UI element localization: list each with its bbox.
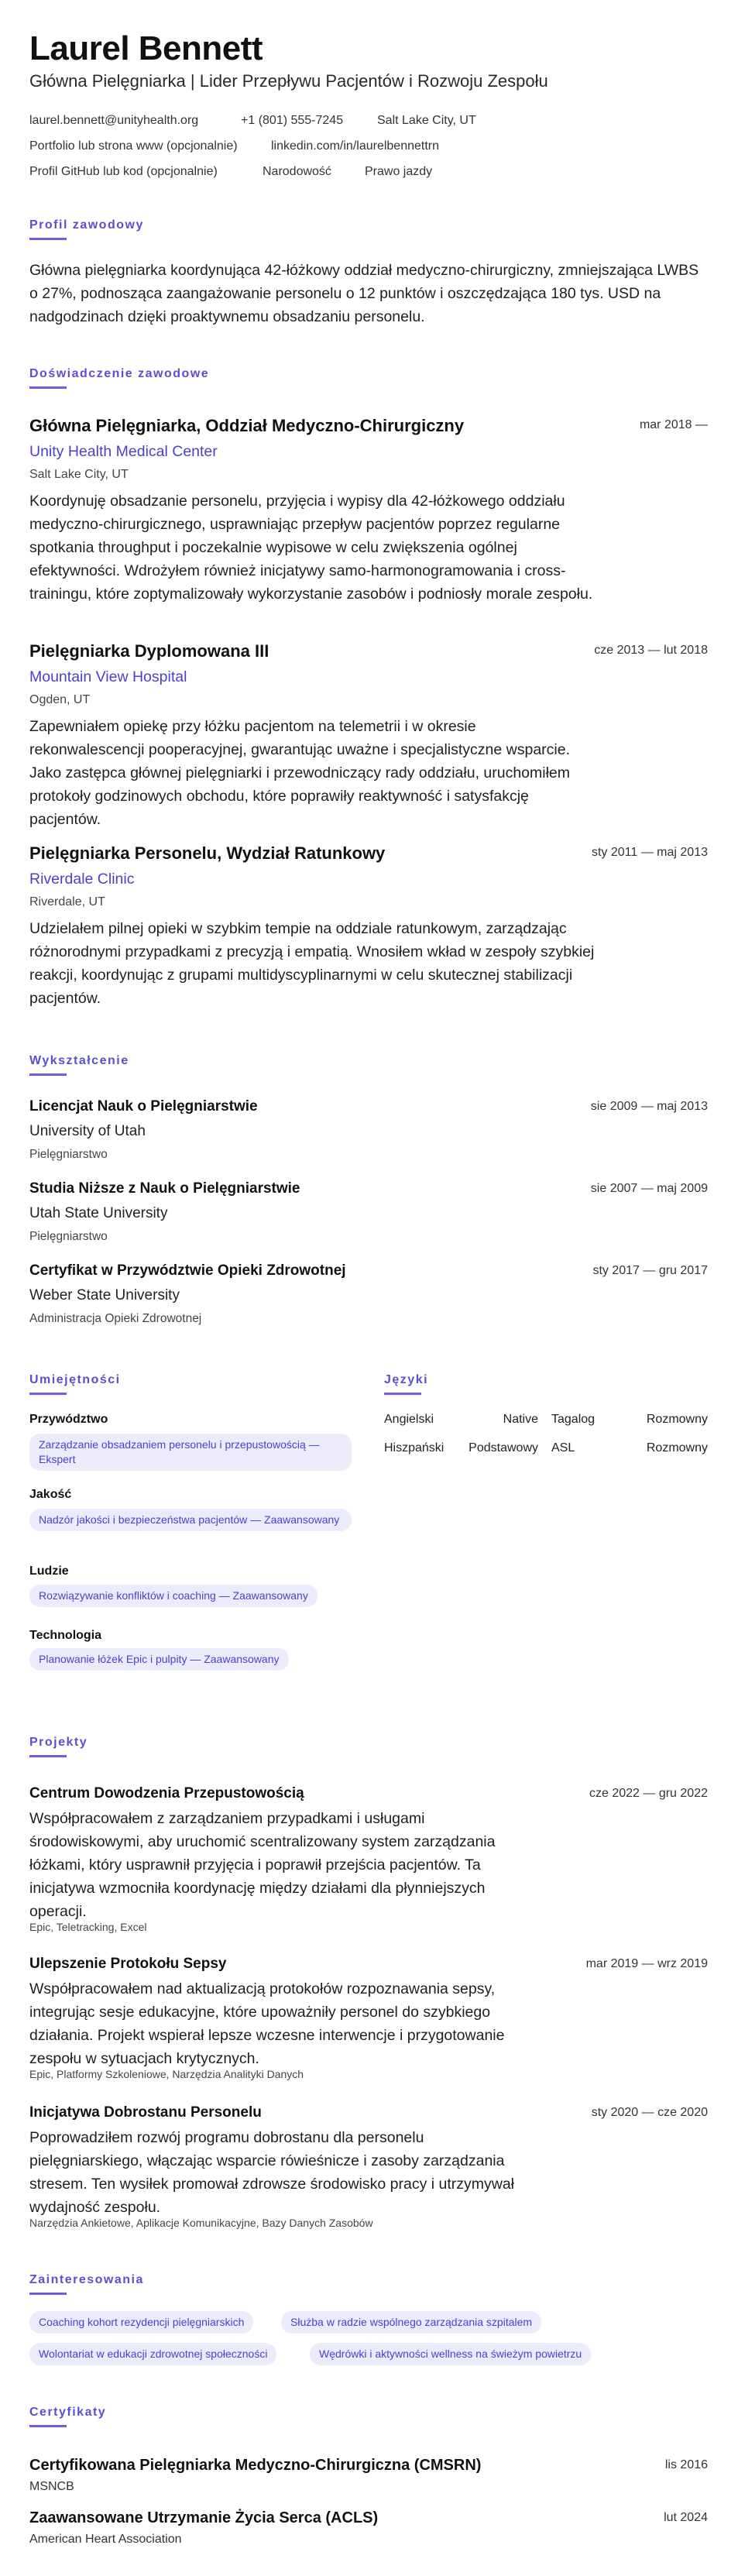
interests-section-title: Zainteresowania xyxy=(29,2273,144,2286)
contact-location: Salt Lake City, UT xyxy=(377,114,476,127)
tagline: Główna Pielęgniarka | Lider Przepływu Pacjentów i Rozwoju Zespołu xyxy=(29,71,548,91)
contact-github[interactable]: Profil GitHub lub kod (opcjonalnie) xyxy=(29,165,218,178)
project-tags: Narzędzia Ankietowe, Aplikacje Komunikacyjne, Bazy Danych Zasobów xyxy=(29,2217,373,2229)
project-name: Centrum Dowodzenia Przepustowością xyxy=(29,1785,304,1801)
skill-chip: Zarządzanie obsadzaniem personelu i przepustowością — Ekspert xyxy=(29,1434,352,1471)
language-level: Rozmowny xyxy=(646,1413,708,1426)
job-title: Pielęgniarka Personelu, Wydział Ratunkowy xyxy=(29,843,386,863)
skills-section-title: Umiejętności xyxy=(29,1373,121,1386)
project-description: Poprowadziłem rozwój programu dobrostanu dla personelu pielęgniarskiego, włączając wsparcie rówieśnicze i zasoby zarządzania stresem. Ten wysiłek promował zdrowsze środowisko pracy i utrzymywał wydajność zespołu. xyxy=(29,2129,514,2216)
interest-chip: Wędrówki i aktywności wellness na świeżym powietrzu xyxy=(310,2343,591,2365)
education-dates: sie 2007 — maj 2009 xyxy=(590,1182,708,1195)
language-level: Native xyxy=(503,1413,538,1426)
interest-chip: Wolontariat w edukacji zdrowotnej społeczności xyxy=(29,2343,276,2365)
language-name: Angielski xyxy=(384,1413,434,1426)
company-name[interactable]: Unity Health Medical Center xyxy=(29,443,218,460)
section-underline xyxy=(29,386,67,389)
section-underline xyxy=(384,1393,421,1395)
language-level: Podstawowy xyxy=(469,1441,538,1455)
contact-portfolio[interactable]: Portfolio lub strona www (opcjonalnie) xyxy=(29,139,238,153)
experience-section-title: Doświadczenie zawodowe xyxy=(29,367,210,380)
contact-linkedin[interactable]: linkedin.com/in/laurelbennettrn xyxy=(271,139,440,153)
summary-text: Główna pielęgniarka koordynująca 42-łóżkowy oddział medyczno-chirurgiczny, zmniejszająca LWBS o 27%, podnosząca zaangażowanie personelu o 12 punktów i oszczędzająca 180 tys. USD na nadgodzinach dzięki proaktywnemu obsadzaniu personelu. xyxy=(29,262,699,325)
job-description: Zapewniałem opiekę przy łóżku pacjentom na telemetrii i w okresie rekonwalescencji pooperacyjnej, gwarantując uważne i specjalistyczne wsparcie. Jako zastępca głównej pielęgniarki i przewodniczący rady oddziału, uruchomiłem protokoły godzinowych obchodu, które poprawiły reaktywność i satysfakcję pacjentów. xyxy=(29,718,571,828)
certificate-date: lis 2016 xyxy=(664,2458,708,2471)
degree-title: Licencjat Nauk o Pielęgniarstwie xyxy=(29,1098,258,1115)
language-name: ASL xyxy=(551,1441,575,1455)
field-of-study: Administracja Opieki Zdrowotnej xyxy=(29,1312,202,1325)
project-dates: mar 2019 — wrz 2019 xyxy=(585,1957,708,1970)
section-underline xyxy=(29,1073,67,1076)
job-location: Ogden, UT xyxy=(29,693,91,706)
contact-nationality: Narodowość xyxy=(263,165,331,178)
certificate-issuer: American Heart Association xyxy=(29,2533,182,2546)
field-of-study: Pielęgniarstwo xyxy=(29,1230,108,1243)
contact-phone[interactable]: +1 (801) 555-7245 xyxy=(241,114,344,127)
projects-section-title: Projekty xyxy=(29,1736,88,1749)
interest-chip: Coaching kohort rezydencji pielęgniarskich xyxy=(29,2311,253,2334)
section-underline xyxy=(29,2425,67,2427)
project-tags: Epic, Teletracking, Excel xyxy=(29,1921,147,1933)
job-dates: cze 2013 — lut 2018 xyxy=(594,644,708,657)
skill-category: Przywództwo xyxy=(29,1413,108,1426)
education-dates: sie 2009 — maj 2013 xyxy=(590,1100,708,1113)
degree-title: Certyfikat w Przywództwie Opieki Zdrowotnej xyxy=(29,1262,346,1279)
interest-chip: Służba w radzie wspólnego zarządzania szpitalem xyxy=(281,2311,541,2334)
language-name: Hiszpański xyxy=(384,1441,445,1455)
job-description: Udzielałem pilnej opieki w szybkim tempie na oddziale ratunkowym, zarządzając różnorodnymi przypadkami z precyzją i empatią. Wnosiłem wkład w zespoły szybkiej reakcji, koordynując z grupami multidyscyplinarnymi w celu skutecznej stabilizacji pacjentów. xyxy=(29,920,595,1007)
job-description: Koordynuję obsadzanie personelu, przyjęcia i wypisy dla 42-łóżkowego oddziału medyczno-chirurgicznego, usprawniając przepływ pacjentów poprzez regularne spotkania throughput i poczekalnie wypisowe w celu zwiększenia ogólnej efektywności. Wdrożyłem również inicjatywy samo-harmonogramowania i cross-trainingu, które zoptymalizowały wykorzystanie zasobów i podniosły morale zespołu. xyxy=(29,493,593,603)
language-name: Tagalog xyxy=(551,1413,596,1426)
certificate-issuer: MSNCB xyxy=(29,2480,74,2493)
skill-chip: Nadzór jakości i bezpieczeństwa pacjentów — Zaawansowany xyxy=(29,1509,352,1531)
skill-category: Ludzie xyxy=(29,1564,69,1578)
job-location: Salt Lake City, UT xyxy=(29,468,129,481)
contact-email[interactable]: laurel.bennett@unityhealth.org xyxy=(29,114,199,127)
company-name[interactable]: Riverdale Clinic xyxy=(29,871,135,888)
school-name: University of Utah xyxy=(29,1123,146,1139)
field-of-study: Pielęgniarstwo xyxy=(29,1148,108,1161)
project-dates: sty 2020 — cze 2020 xyxy=(591,2106,708,2119)
education-section-title: Wykształcenie xyxy=(29,1054,129,1067)
school-name: Weber State University xyxy=(29,1287,180,1303)
project-tags: Epic, Platformy Szkoleniowe, Narzędzia Analityki Danych xyxy=(29,2068,304,2080)
languages-section-title: Języki xyxy=(384,1373,429,1386)
skill-chip: Rozwiązywanie konfliktów i coaching — Zaawansowany xyxy=(29,1585,318,1607)
degree-title: Studia Niższe z Nauk o Pielęgniarstwie xyxy=(29,1180,300,1197)
certificate-name: Zaawansowane Utrzymanie Życia Serca (ACLS) xyxy=(29,2509,379,2526)
company-name[interactable]: Mountain View Hospital xyxy=(29,668,187,685)
job-title: Pielęgniarka Dyplomowana III xyxy=(29,641,269,661)
certificates-section-title: Certyfikaty xyxy=(29,2406,107,2419)
job-title: Główna Pielęgniarka, Oddział Medyczno-Chirurgiczny xyxy=(29,416,465,435)
skill-category: Technologia xyxy=(29,1629,102,1642)
language-level: Rozmowny xyxy=(646,1441,708,1455)
skill-category: Jakość xyxy=(29,1488,72,1501)
contact-license: Prawo jazdy xyxy=(365,165,433,178)
candidate-name: Laurel Bennett xyxy=(29,29,263,67)
section-underline xyxy=(29,1393,67,1395)
project-dates: cze 2022 — gru 2022 xyxy=(589,1787,708,1800)
job-dates: mar 2018 — xyxy=(639,418,708,431)
skill-chip: Planowanie łóżek Epic i pulpity — Zaawansowany xyxy=(29,1648,289,1671)
section-underline xyxy=(29,2293,67,2295)
certificate-name: Certyfikowana Pielęgniarka Medyczno-Chirurgiczna (CMSRN) xyxy=(29,2457,482,2474)
certificate-date: lut 2024 xyxy=(664,2511,708,2524)
job-dates: sty 2011 — maj 2013 xyxy=(591,846,708,859)
project-name: Ulepszenie Protokołu Sepsy xyxy=(29,1956,227,1972)
section-underline xyxy=(29,1755,67,1757)
school-name: Utah State University xyxy=(29,1205,168,1221)
project-name: Inicjatywa Dobrostanu Personelu xyxy=(29,2104,262,2121)
section-underline xyxy=(29,238,67,240)
project-description: Współpracowałem nad aktualizacją protokołów rozpoznawania sepsy, integrując sesje edukacyjne, które upoważniły personel do szybkiego działania. Projekt wspierał lepsze wczesne interwencje i przygotowanie zespołu w sytuacjach krytycznych. xyxy=(29,1980,505,2067)
education-dates: sty 2017 — gru 2017 xyxy=(592,1264,708,1277)
summary-section-title: Profil zawodowy xyxy=(29,218,144,232)
project-description: Współpracowałem z zarządzaniem przypadkami i usługami środowiskowymi, aby uruchomić scentralizowany system zarządzania łóżkami, który usprawnił przyjęcia i poprawił przejścia pacjentów. Ta inicjatywa wzmocniła koordynację między działami dla płynniejszych operacji. xyxy=(29,1810,496,1920)
job-location: Riverdale, UT xyxy=(29,895,105,908)
